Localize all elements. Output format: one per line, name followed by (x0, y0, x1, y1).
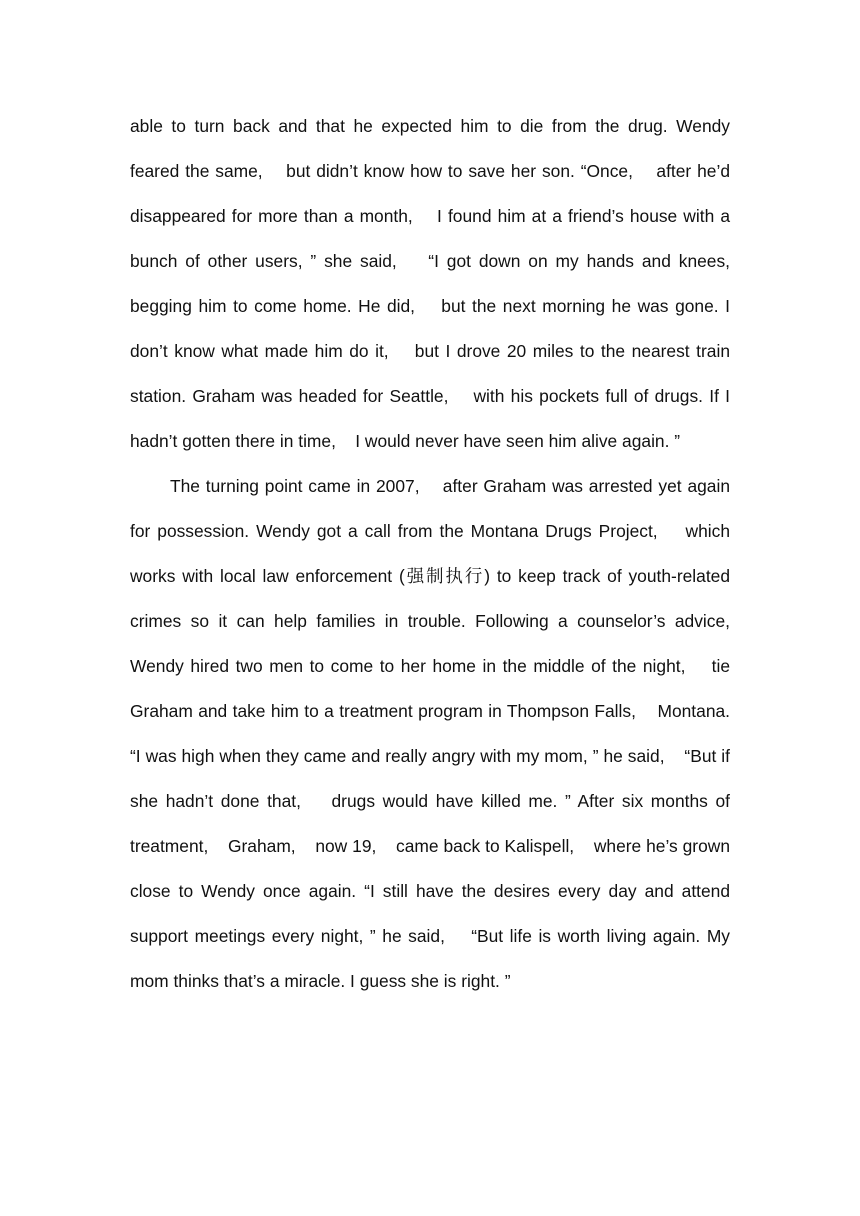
paragraph-continuation: able to turn back and that he expected him to die from the drug. Wendy feared the same, but didn’t know how to save her son. “Once, after he’d disappeared for more than a month, I found him at a friend’s house with a bunch of other users, ” she said, “I got down on my hands and knees, begging him to come home. He did, but the next morning he was gone. I don’t know what made him do it, but I drove 20 miles to the nearest train station. Graham was headed for Seattle, with his pockets full of drugs. If I hadn’t gotten there in time, I would never have seen him alive again. ” (130, 116, 750, 451)
paragraph-turning-point: The turning point came in 2007, after Graham was arrested yet again for possession. Wendy got a call from the Montana Drugs Project, which works with local law enforcement (强制执行) to keep track of youth-related crimes so it can help families in trouble. Following a counselor’s advice, Wendy hired two men to come to her home in the middle of the night, tie Graham and take him to a treatment program in Thompson Falls, Montana. “I was high when they came and really angry with my mom, ” he said, “But if she hadn’t done that, drugs would have killed me. ” After six months of treatment, Graham, now 19, came back to Kalispell, where he’s grown close to Wendy once again. “I still have the desires every day and attend support meetings every night, ” he said, “But life is worth living again. My mom thinks that’s a miracle. I guess she is right. ” (130, 476, 750, 991)
body-text (130, 104, 750, 1004)
